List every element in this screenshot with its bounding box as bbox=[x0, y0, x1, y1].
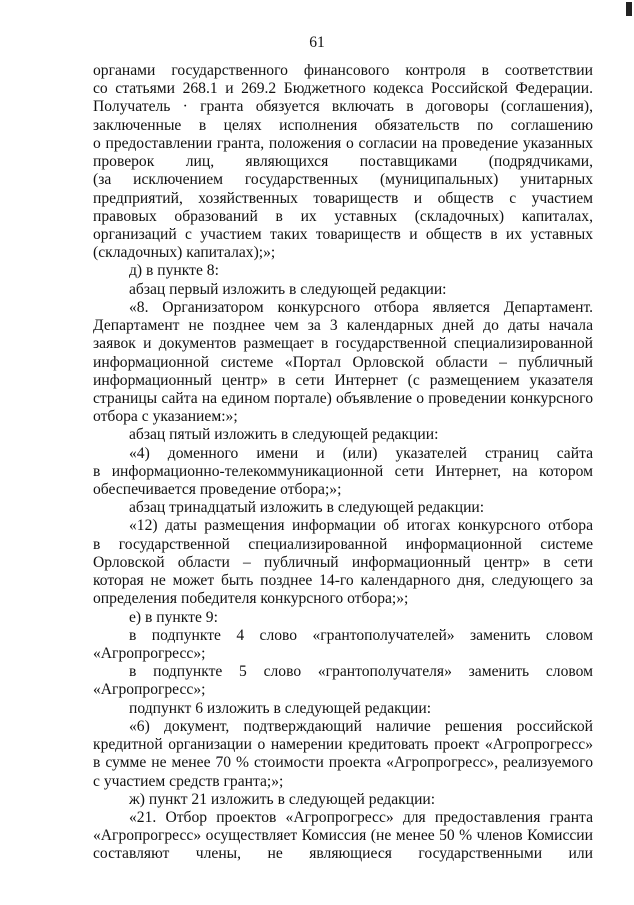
text-line: (складочных) капиталах);»; bbox=[93, 244, 276, 262]
text-line: «21. Отбор проектов «Агропрогресс» для предоставления гранта bbox=[129, 808, 593, 826]
text-line: предприятий, хозяйственных товариществ и обществ с участием bbox=[93, 189, 593, 207]
text-line: в государственной специализированной информационной системе bbox=[93, 535, 593, 553]
text-line: Департамент не позднее чем за 3 календарных дней до даты начала bbox=[93, 317, 593, 335]
text-line: заключенные в целях исполнения обязательств по соглашению bbox=[93, 116, 593, 134]
text-line: о предоставлении гранта, положения о согласии на проведение указанных bbox=[93, 134, 593, 152]
text-line: «8. Организатором конкурсного отбора является Департамент. bbox=[129, 298, 593, 316]
text-line: составляют члены, не являющиеся государственными или bbox=[93, 845, 593, 863]
text-line: Получатель · гранта обязуется включать в договоры (соглашения), bbox=[93, 98, 593, 116]
text-line: Орловской области – публичный информационный центр» в сети bbox=[93, 553, 593, 571]
text-line: в сумме не менее 70 % стоимости проекта «Агропрогресс», реализуемого bbox=[93, 754, 593, 772]
text-line: кредитной организации о намерении кредитовать проект «Агропрогресс» bbox=[93, 736, 593, 754]
text-line: подпункт 6 изложить в следующей редакции: bbox=[129, 699, 432, 717]
text-line: со статьями 268.1 и 269.2 Бюджетного кодекса Российской Федерации. bbox=[93, 80, 593, 98]
text-line: «12) даты размещения информации об итогах конкурсного отбора bbox=[129, 517, 593, 535]
document-body bbox=[93, 62, 593, 864]
text-line: «4) доменного имени и (или) указателей страниц сайта bbox=[129, 444, 593, 462]
text-line: проверок лиц, являющихся поставщиками (подрядчиками, bbox=[93, 153, 593, 171]
text-line: «Агропрогресс»; bbox=[93, 681, 206, 699]
text-line: в подпункте 4 слово «грантополучателей» заменить словом bbox=[129, 626, 593, 644]
text-line: в информационно-телекоммуникационной сети Интернет, на котором bbox=[93, 462, 593, 480]
text-line: абзац пятый изложить в следующей редакции: bbox=[129, 426, 439, 444]
text-line: е) в пункте 9: bbox=[129, 608, 218, 626]
text-line: абзац первый изложить в следующей редакции: bbox=[129, 280, 447, 298]
text-line: органами государственного финансового контроля в соответствии bbox=[93, 62, 593, 79]
page-number: 61 bbox=[309, 34, 325, 51]
text-line: (за исключением государственных (муниципальных) унитарных bbox=[93, 171, 593, 189]
text-line: д) в пункте 8: bbox=[129, 262, 219, 280]
text-line: страницы сайта на едином портале) объявление о проведении конкурсного bbox=[93, 389, 593, 407]
text-line: заявок и документов размещает в государственной специализированной bbox=[93, 335, 593, 353]
text-line: ж) пункт 21 изложить в следующей редакции: bbox=[129, 790, 436, 808]
text-line: которая не может быть позднее 14-го календарного дня, следующего за bbox=[93, 572, 593, 590]
text-line: информационный центр» в сети Интернет (с размещением указателя bbox=[93, 371, 593, 389]
text-line: «6) документ, подтверждающий наличие решения российской bbox=[129, 717, 593, 735]
text-line: абзац тринадцатый изложить в следующей редакции: bbox=[129, 499, 485, 517]
text-line: в подпункте 5 слово «грантополучателя» заменить словом bbox=[129, 663, 593, 681]
text-line: с участием средств гранта;»; bbox=[93, 772, 284, 790]
text-line: «Агропрогресс»; bbox=[93, 645, 206, 662]
text-line: определения победителя конкурсного отбора;»; bbox=[93, 590, 409, 608]
scan-corner-mark bbox=[626, 2, 632, 16]
text-line: обеспечивается проведение отбора;»; bbox=[93, 481, 342, 499]
text-line: «Агропрогресс» осуществляет Комиссия (не менее 50 % членов Комиссии bbox=[93, 827, 593, 845]
text-line: отбора с указанием:»; bbox=[93, 408, 238, 426]
text-line: правовых образований в их уставных (складочных) капиталах, bbox=[93, 207, 593, 225]
text-line: информационной системе «Портал Орловской области – публичный bbox=[93, 353, 593, 371]
text-line: организаций с участием таких товариществ и обществ в их уставных bbox=[93, 225, 593, 243]
